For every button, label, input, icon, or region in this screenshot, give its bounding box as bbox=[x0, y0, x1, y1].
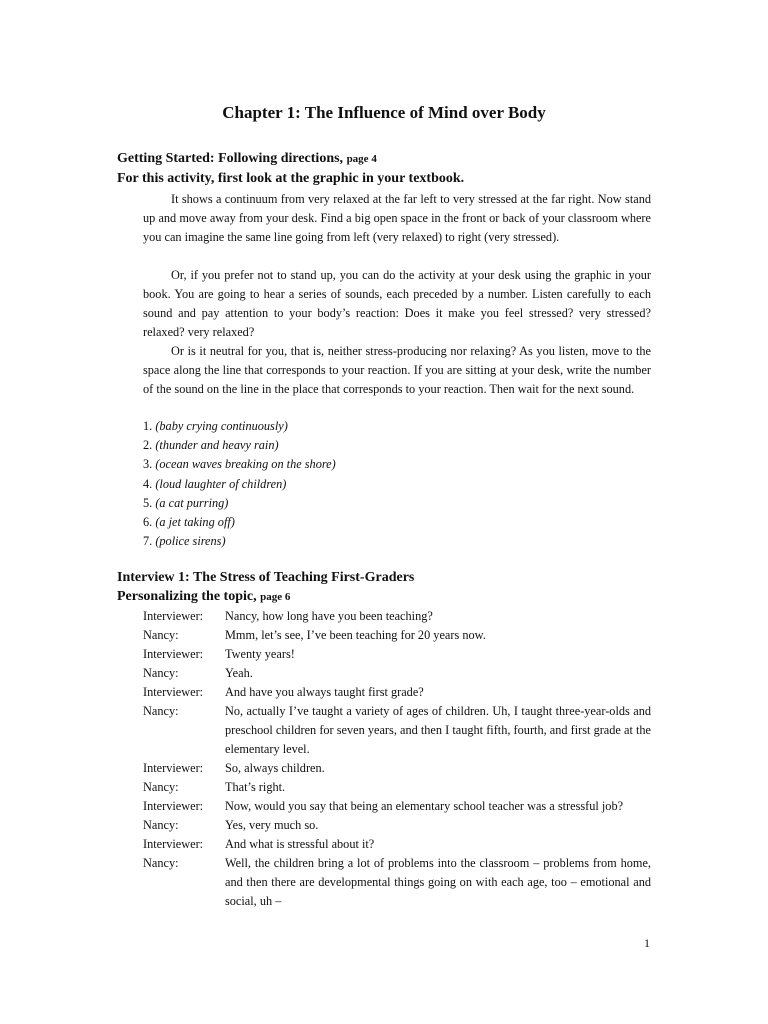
activity-intro: For this activity, first look at the graphic in your textbook. bbox=[117, 171, 465, 186]
paragraph-alternative: Or, if you prefer not to stand up, you can do the activity at your desk using the graphic in your book. You are going to hear a series of sounds, each preceded by a number. Listen carefully to each sound and pay attention to your body’s reaction: Does it make you feel stressed? very stressed? relaxed? very relaxed? bbox=[143, 268, 651, 339]
sound-cue: (a cat purring) bbox=[155, 495, 229, 510]
dialog-line: So, always children. bbox=[225, 761, 325, 775]
sound-number: 5. bbox=[143, 495, 153, 510]
sound-item bbox=[143, 475, 336, 494]
section-heading-text: Getting Started: Following directions, bbox=[117, 151, 344, 166]
dialog-row bbox=[143, 683, 651, 702]
sound-item bbox=[143, 532, 336, 551]
speaker-label: Nancy: bbox=[143, 628, 179, 642]
speaker-label: Interviewer: bbox=[143, 609, 204, 623]
chapter-title: Chapter 1: The Influence of Mind over Body bbox=[222, 103, 546, 122]
sound-item bbox=[143, 436, 336, 455]
sound-item bbox=[143, 455, 336, 474]
sound-item bbox=[143, 417, 336, 436]
dialog-row bbox=[143, 702, 651, 759]
section-subheading-personalizing bbox=[117, 589, 290, 605]
dialog-row bbox=[143, 835, 651, 854]
sound-number: 6. bbox=[143, 514, 153, 529]
sound-item bbox=[143, 513, 336, 532]
speaker-label: Nancy: bbox=[143, 704, 179, 718]
sound-cue: (thunder and heavy rain) bbox=[155, 438, 279, 453]
section-heading-interview: Interview 1: The Stress of Teaching First-Graders bbox=[117, 570, 415, 585]
section-heading-getting-started bbox=[117, 151, 377, 167]
speaker-label: Interviewer: bbox=[143, 837, 204, 851]
speaker-label: Nancy: bbox=[143, 780, 179, 794]
sound-number: 3. bbox=[143, 457, 153, 472]
speaker-label: Nancy: bbox=[143, 856, 179, 870]
speaker-label: Interviewer: bbox=[143, 799, 204, 813]
dialog-line: No, actually I’ve taught a variety of ages of children. Uh, I taught three-year-olds and preschool children for seven years, and then I taught fifth, fourth, and first grade at the elementary level. bbox=[225, 704, 651, 756]
sound-cue: (baby crying continuously) bbox=[155, 419, 288, 433]
sound-number: 1. bbox=[143, 419, 153, 433]
sound-cue: (ocean waves breaking on the shore) bbox=[155, 457, 336, 472]
dialog-row bbox=[143, 645, 651, 664]
speaker-label: Nancy: bbox=[143, 818, 179, 832]
dialog-row bbox=[143, 664, 651, 683]
speaker-label: Nancy: bbox=[143, 666, 179, 680]
subheading-text: Personalizing the topic, bbox=[117, 589, 257, 604]
dialog-row bbox=[143, 607, 651, 626]
dialog-line: Twenty years! bbox=[225, 647, 295, 661]
dialog-line: And what is stressful about it? bbox=[225, 837, 375, 851]
dialog-line: And have you always taught first grade? bbox=[225, 685, 424, 699]
sound-item bbox=[143, 494, 336, 513]
page-reference: page 6 bbox=[260, 591, 291, 603]
dialog-line: Now, would you say that being an elementary school teacher was a stressful job? bbox=[225, 799, 624, 813]
sound-number: 2. bbox=[143, 438, 153, 453]
dialog-row bbox=[143, 626, 651, 645]
sound-number: 7. bbox=[143, 534, 153, 549]
sound-list bbox=[143, 417, 336, 551]
page-reference: page 4 bbox=[346, 153, 377, 165]
speaker-label: Interviewer: bbox=[143, 647, 204, 661]
sound-number: 4. bbox=[143, 476, 153, 491]
dialog-row bbox=[143, 816, 651, 835]
dialog-line: Nancy, how long have you been teaching? bbox=[225, 609, 433, 623]
dialog-row bbox=[143, 759, 651, 778]
page-number: 1 bbox=[644, 936, 650, 950]
speaker-label: Interviewer: bbox=[143, 761, 204, 775]
dialog-line: Yes, very much so. bbox=[225, 818, 319, 832]
paragraph-instructions: Or is it neutral for you, that is, neither stress-producing nor relaxing? As you listen, move to the space along the line that corresponds to your reaction. If you are sitting at your desk, write the number of the sound on the line in the place that corresponds to your reaction. Then wait for the next sound. bbox=[143, 344, 651, 396]
dialog-row bbox=[143, 854, 651, 911]
dialog-row bbox=[143, 778, 651, 797]
dialog-line: That’s right. bbox=[225, 780, 286, 794]
sound-cue: (police sirens) bbox=[155, 534, 226, 549]
sound-cue: (a jet taking off) bbox=[155, 514, 235, 529]
speaker-label: Interviewer: bbox=[143, 685, 204, 699]
interview-transcript bbox=[143, 607, 651, 911]
sound-cue: (loud laughter of children) bbox=[155, 476, 287, 491]
dialog-line: Well, the children bring a lot of problems into the classroom – problems from home, and then there are developmental things going on with each age, too – emotional and social, uh – bbox=[225, 856, 651, 908]
dialog-line: Yeah. bbox=[225, 666, 253, 680]
paragraph-continuum: It shows a continuum from very relaxed at the far left to very stressed at the far right. Now stand up and move away from your desk. Find a big open space in the front or back of your classroom where you can imagine the same line going from left (very relaxed) to right (very stressed). bbox=[143, 192, 651, 244]
dialog-row bbox=[143, 797, 651, 816]
dialog-line: Mmm, let’s see, I’ve been teaching for 20 years now. bbox=[225, 628, 486, 642]
